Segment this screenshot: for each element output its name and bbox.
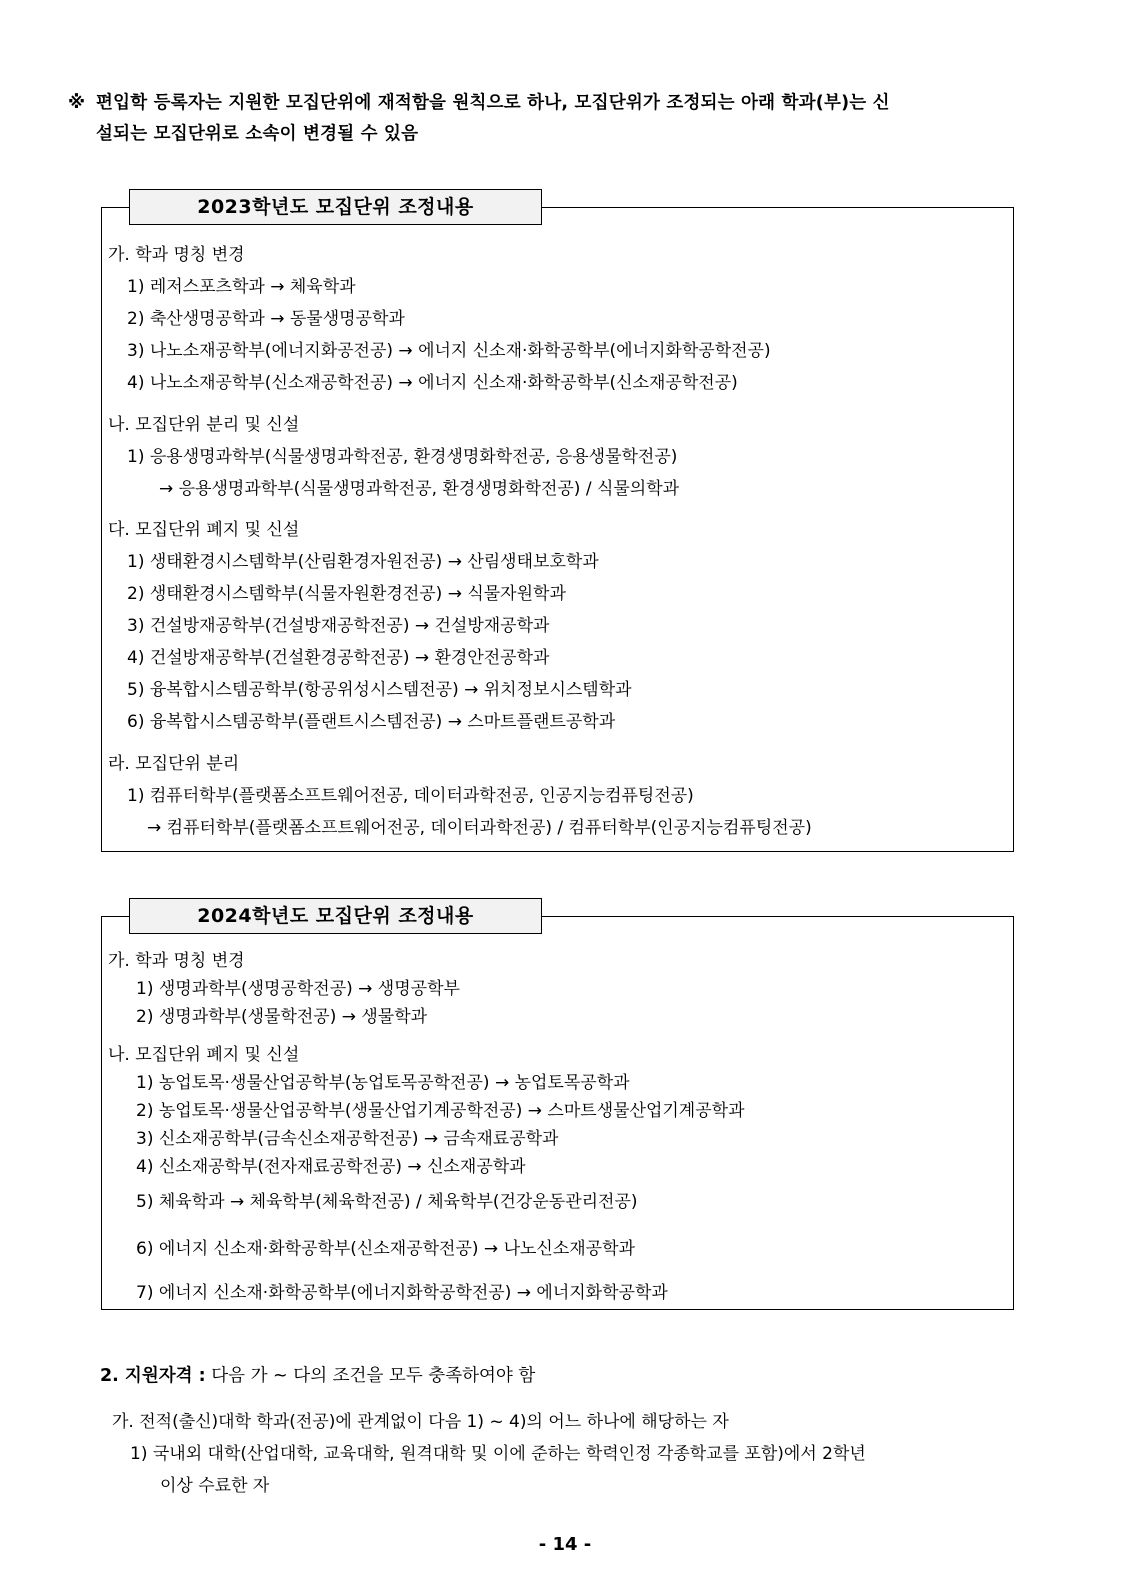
list-item: 2) 생태환경시스템학부(식물자원환경전공) → 식물자원학과 — [127, 584, 566, 604]
list-item: 3) 나노소재공학부(에너지화공전공) → 에너지 신소재·화학공학부(에너지화학공학전공) — [127, 341, 771, 361]
section-2-heading — [100, 1362, 535, 1387]
list-item: → 응용생명과학부(식물생명과학전공, 환경생명화학전공) / 식물의학과 — [159, 479, 680, 499]
list-item: 6) 에너지 신소재·화학공학부(신소재공학전공) → 나노신소재공학과 — [136, 1239, 635, 1259]
notice — [68, 88, 1053, 150]
list-item: 4) 신소재공학부(전자재료공학전공) → 신소재공학과 — [136, 1157, 526, 1177]
list-item: 1) 컴퓨터학부(플랫폼소프트웨어전공, 데이터과학전공, 인공지능컴퓨팅전공) — [127, 786, 694, 806]
list-item: 5) 융복합시스템공학부(항공위성시스템전공) → 위치정보시스템학과 — [127, 680, 632, 700]
section-heading: 라. 모집단위 분리 — [108, 754, 240, 774]
section-heading: 나. 모집단위 분리 및 신설 — [108, 415, 300, 435]
list-item: 2) 축산생명공학과 → 동물생명공학과 — [127, 309, 405, 329]
qualification-item-ga: 가. 전적(출신)대학 학과(전공)에 관계없이 다음 1) ~ 4)의 어느 하나에 해당하는 자 — [112, 1412, 729, 1432]
list-item: 2) 농업토목·생물산업공학부(생물산업기계공학전공) → 스마트생물산업기계공학과 — [136, 1101, 745, 1121]
section-heading: 나. 모집단위 폐지 및 신설 — [108, 1045, 300, 1065]
section-2-label: 2. 지원자격 : — [100, 1366, 206, 1386]
box-2024-title: 2024학년도 모집단위 조정내용 — [129, 898, 542, 934]
section-2-text: 다음 가 ~ 다의 조건을 모두 충족하여야 함 — [211, 1366, 536, 1386]
notice-line-1: 편입학 등록자는 지원한 모집단위에 재적함을 원칙으로 하나, 모집단위가 조정되는 아래 학과(부)는 신 — [96, 93, 890, 113]
list-item: 1) 생태환경시스템학부(산림환경자원전공) → 산림생태보호학과 — [127, 552, 599, 572]
list-item: 7) 에너지 신소재·화학공학부(에너지화학공학전공) → 에너지화학공학과 — [136, 1283, 668, 1303]
list-item: 4) 나노소재공학부(신소재공학전공) → 에너지 신소재·화학공학부(신소재공학전공) — [127, 373, 738, 393]
list-item: 3) 신소재공학부(금속신소재공학전공) → 금속재료공학과 — [136, 1129, 559, 1149]
list-item: 1) 생명과학부(생명공학전공) → 생명공학부 — [136, 979, 460, 999]
reference-mark: ※ — [68, 93, 86, 113]
box-2024 — [101, 905, 1014, 1310]
section-heading: 가. 학과 명칭 변경 — [108, 951, 245, 971]
list-item: 5) 체육학과 → 체육학부(체육학전공) / 체육학부(건강운동관리전공) — [136, 1192, 638, 1212]
section-heading: 가. 학과 명칭 변경 — [108, 245, 245, 265]
list-item: 6) 융복합시스템공학부(플랜트시스템전공) → 스마트플랜트공학과 — [127, 712, 616, 732]
notice-line-2: 설되는 모집단위로 소속이 변경될 수 있음 — [96, 124, 419, 144]
list-item: 4) 건설방재공학부(건설환경공학전공) → 환경안전공학과 — [127, 648, 550, 668]
list-item: → 컴퓨터학부(플랫폼소프트웨어전공, 데이터과학전공) / 컴퓨터학부(인공지능컴퓨팅전공) — [147, 818, 812, 838]
page-number: - 14 - — [538, 1534, 592, 1555]
box-2023-title: 2023학년도 모집단위 조정내용 — [129, 189, 542, 225]
list-item: 3) 건설방재공학부(건설방재공학전공) → 건설방재공학과 — [127, 616, 550, 636]
qualification-item-1-line-2: 이상 수료한 자 — [160, 1476, 270, 1496]
qualification-item-1-line-1: 1) 국내외 대학(산업대학, 교육대학, 원격대학 및 이에 준하는 학력인정 각종학교를 포함)에서 2학년 — [130, 1444, 866, 1464]
list-item: 1) 농업토목·생물산업공학부(농업토목공학전공) → 농업토목공학과 — [136, 1073, 630, 1093]
box-2023 — [101, 196, 1014, 852]
list-item: 1) 레저스포츠학과 → 체육학과 — [127, 277, 356, 297]
section-heading: 다. 모집단위 폐지 및 신설 — [108, 520, 300, 540]
list-item: 1) 응용생명과학부(식물생명과학전공, 환경생명화학전공, 응용생물학전공) — [127, 447, 678, 467]
list-item: 2) 생명과학부(생물학전공) → 생물학과 — [136, 1007, 428, 1027]
